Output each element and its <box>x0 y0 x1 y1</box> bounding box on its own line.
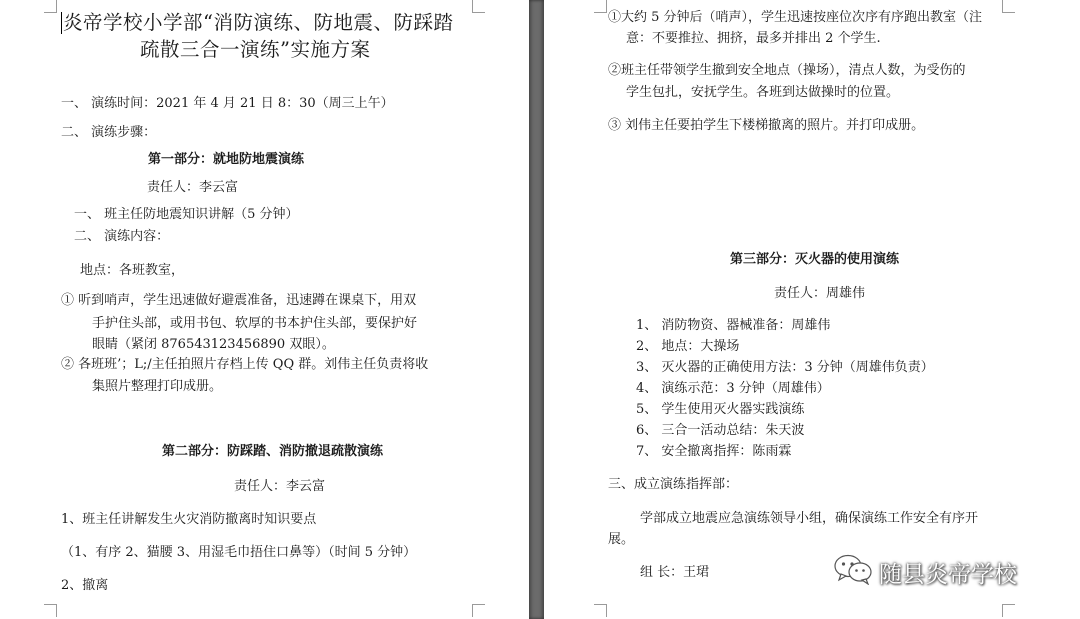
command-para-line1: 学部成立地震应急演练领导小组，确保演练工作安全有序开 <box>640 511 979 526</box>
evac-step1-line1: ①大约 5 分钟后（哨声），学生迅速按座位次序有序跑出教室（注 <box>608 10 983 25</box>
location-text: 地点：各班教室， <box>80 263 185 278</box>
part1-item-1: 一、 班主任防地震知识讲解（5 分钟） <box>74 207 299 222</box>
step2-line1: ② 各班班’；L;/主任拍照片存档上传 QQ 群。刘伟主任负责将收 <box>61 357 429 372</box>
part1-responsible: 责任人：李云富 <box>147 180 239 195</box>
part2-item-1: 1、班主任讲解发生火灾消防撤离时知识要点 <box>61 512 317 527</box>
page-gutter <box>529 0 544 619</box>
list-item: 7、 安全撤离指挥：陈雨霖 <box>636 444 792 459</box>
part2-item-1-detail: （1、有序 2、猫腰 3、用湿毛巾捂住口鼻等）（时间 5 分钟） <box>61 545 417 560</box>
team-leader: 组 长：王珺 <box>640 565 710 580</box>
crop-mark <box>1002 0 1015 13</box>
section-command: 三、成立演练指挥部： <box>608 477 739 492</box>
evac-step2-line1: ②班主任带领学生撤到安全地点（操场），清点人数，为受伤的 <box>608 63 966 78</box>
crop-mark <box>472 0 485 13</box>
doc-title-line1: 炎帝学校小学部“消防演练、防地震、防踩踏 <box>63 11 454 34</box>
section-steps: 二、 演练步骤： <box>61 125 157 140</box>
document-page-right <box>544 0 1080 619</box>
list-item: 4、 演练示范：3 分钟（周雄伟） <box>636 381 830 396</box>
step1-line1: ① 听到哨声，学生迅速做好避震准备，迅速蹲在课桌下，用双 <box>61 293 417 308</box>
watermark <box>833 555 1017 589</box>
evac-step1-line2: 意：不要推拉、拥挤，最多并排出 2 个学生. <box>626 31 881 46</box>
list-item: 1、 消防物资、器械准备：周雄伟 <box>636 318 831 333</box>
part2-heading: 第二部分：防踩踏、消防撤退疏散演练 <box>162 444 384 459</box>
crop-mark <box>1002 604 1015 617</box>
part1-heading: 第一部分：就地防地震演练 <box>148 152 305 167</box>
wechat-icon <box>833 553 873 591</box>
evac-step3: ③ 刘伟主任要拍学生下楼梯撤离的照片。并打印成册。 <box>608 118 925 133</box>
step1-line2: 手护住头部，或用书包、软厚的书本护住头部，要保护好 <box>92 316 418 331</box>
part2-item-2: 2、撤离 <box>61 578 109 593</box>
crop-mark <box>594 0 607 13</box>
crop-mark <box>472 604 485 617</box>
crop-mark <box>44 0 57 13</box>
evac-step2-line2: 学生包扎，安抚学生。各班到达做操时的位置。 <box>626 85 900 100</box>
list-item: 2、 地点：大操场 <box>636 339 740 354</box>
crop-mark <box>44 604 57 617</box>
text-cursor <box>61 12 62 34</box>
document-page-left <box>0 0 529 619</box>
part1-item-2: 二、 演练内容： <box>74 229 170 244</box>
step1-line3: 眼睛（紧闭 876543123456890 双眼）。 <box>92 337 335 352</box>
part2-responsible: 责任人：李云富 <box>234 479 326 494</box>
doc-title-line2: 疏散三合一演练”实施方案 <box>140 38 371 61</box>
step2-line2: 集照片整理打印成册。 <box>92 379 223 394</box>
watermark-text: 随县炎帝学校 <box>879 561 1017 588</box>
command-para-line2: 展。 <box>608 532 635 547</box>
crop-mark <box>594 604 607 617</box>
part3-responsible: 责任人：周雄伟 <box>774 286 866 301</box>
list-item: 5、 学生使用灭火器实践演练 <box>636 402 805 417</box>
part3-heading: 第三部分：灭火器的使用演练 <box>730 252 900 267</box>
list-item: 3、 灭火器的正确使用方法：3 分钟（周雄伟负责） <box>636 360 934 375</box>
section-time: 一、 演练时间：2021 年 4 月 21 日 8：30（周三上午） <box>61 96 394 111</box>
list-item: 6、 三合一活动总结：朱天波 <box>636 423 805 438</box>
